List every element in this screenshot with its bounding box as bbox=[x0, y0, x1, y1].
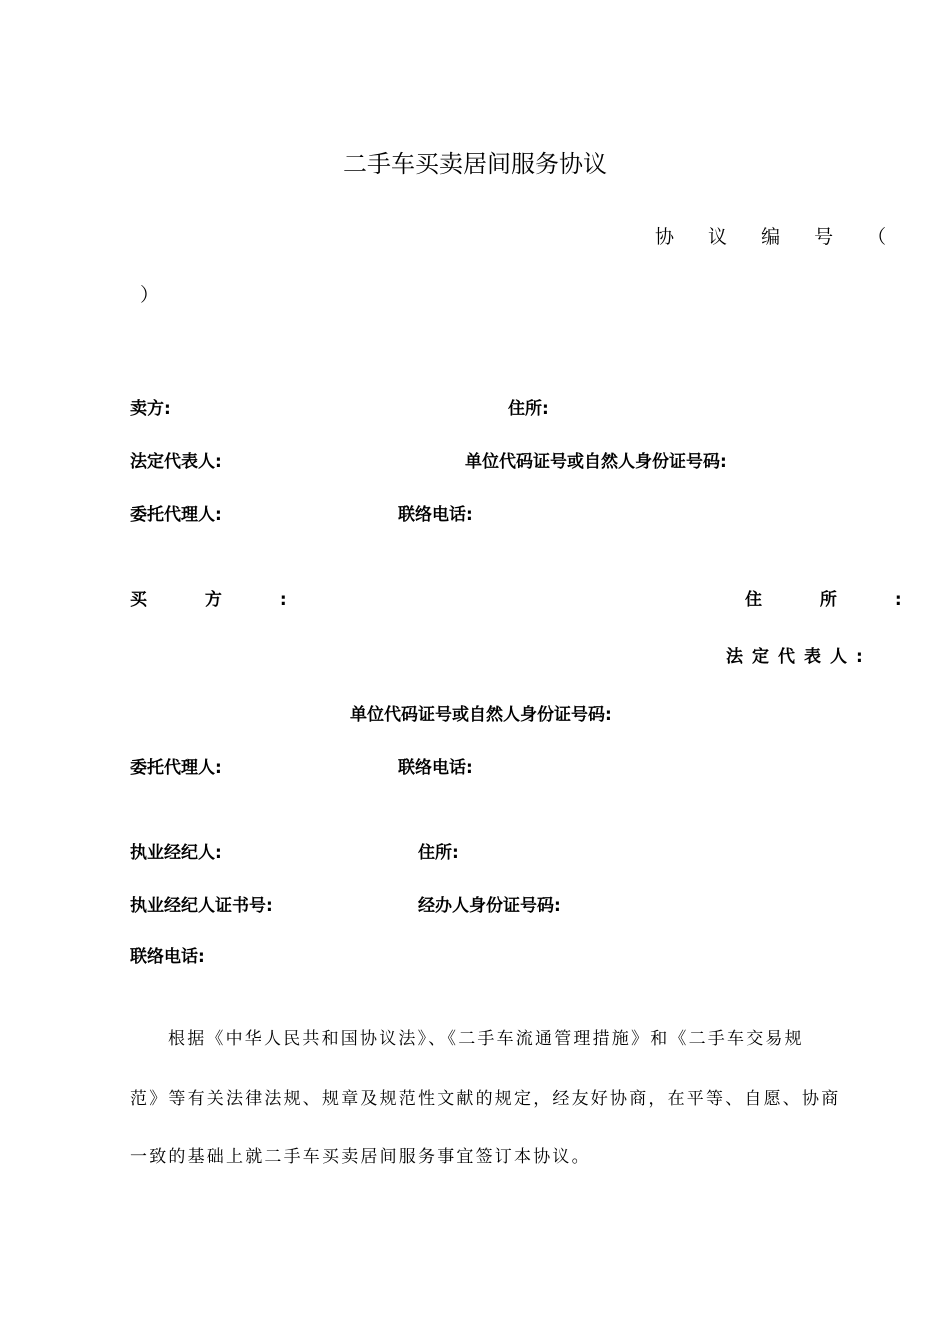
broker-address-label: 住所: bbox=[418, 843, 459, 863]
broker-phone-label: 联络电话: bbox=[130, 947, 205, 967]
seller-id-code-label: 单位代码证号或自然人身份证号码: bbox=[465, 452, 727, 472]
seller-phone-label: 联络电话: bbox=[398, 505, 473, 525]
buyer-phone-label: 联络电话: bbox=[398, 758, 473, 778]
seller-legal-rep-label: 法定代表人: bbox=[130, 452, 222, 472]
buyer-id-code-label: 单位代码证号或自然人身份证号码: bbox=[350, 705, 612, 725]
preamble-line-1: 根据《中华人民共和国协议法》、《二手车流通管理措施》和《二手车交易规 bbox=[168, 1029, 804, 1049]
broker-label: 执业经纪人: bbox=[130, 843, 222, 863]
agreement-number-close: ） bbox=[140, 284, 160, 306]
seller-address-label: 住所: bbox=[508, 399, 549, 419]
broker-cert-label: 执业经纪人证书号: bbox=[130, 896, 273, 916]
preamble-line-3: 一致的基础上就二手车买卖居间服务事宜签订本协议。 bbox=[130, 1147, 591, 1167]
buyer-address-label: 住 所 : bbox=[745, 590, 928, 610]
document-title: 二手车买卖居间服务协议 bbox=[343, 150, 607, 178]
handler-id-label: 经办人身份证号码: bbox=[418, 896, 561, 916]
preamble-line-2: 范》等有关法律法规、规章及规范性文献的规定，经友好协商，在平等、自愿、协商 bbox=[130, 1089, 841, 1109]
seller-label: 卖方: bbox=[130, 399, 171, 419]
buyer-legal-rep-label: 法定代表人: bbox=[726, 647, 872, 667]
buyer-label: 买 方 : bbox=[130, 590, 313, 610]
seller-agent-label: 委托代理人: bbox=[130, 505, 222, 525]
agreement-number-label: 协 议 编 号 （ bbox=[655, 226, 901, 248]
buyer-agent-label: 委托代理人: bbox=[130, 758, 222, 778]
